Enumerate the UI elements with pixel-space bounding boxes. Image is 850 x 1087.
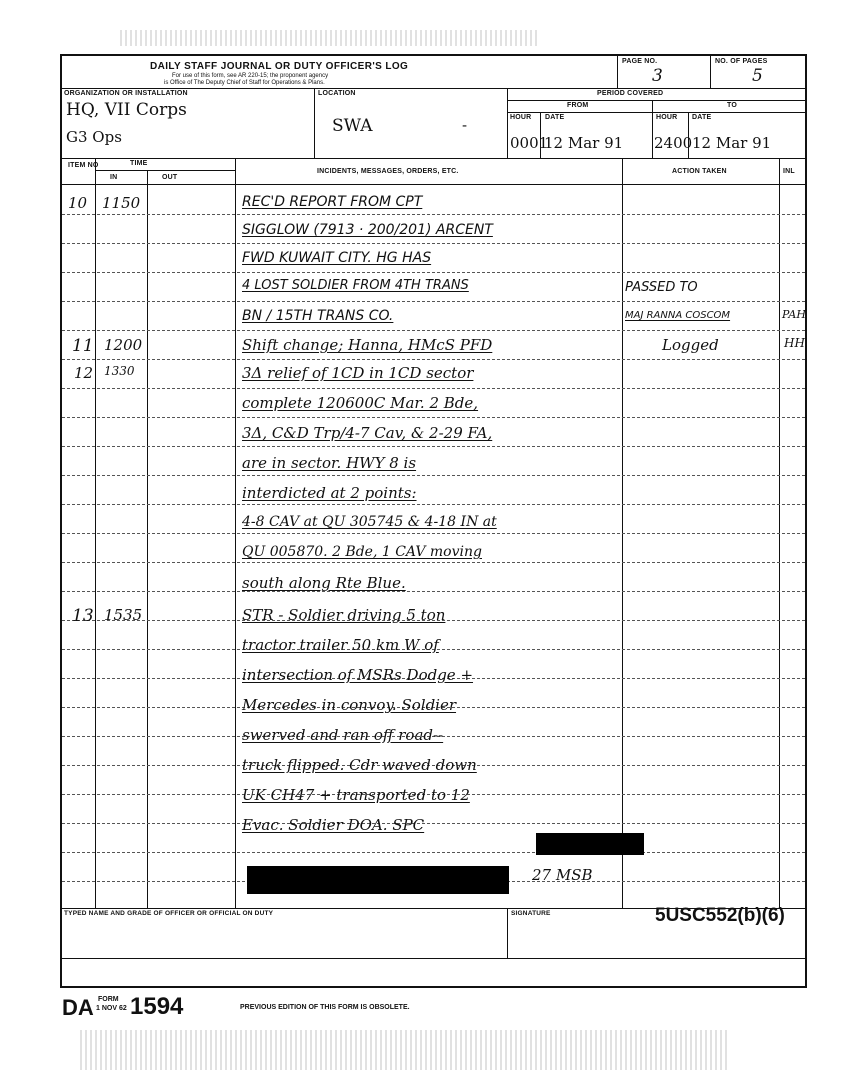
ruled-line — [62, 359, 805, 360]
page-no-label: PAGE NO. — [622, 58, 658, 65]
entry-13-line-4: Mercedes in convoy. Soldier — [242, 696, 457, 714]
page-no-value: 3 — [652, 66, 663, 86]
to-label: TO — [727, 102, 737, 109]
form-word: FORM — [98, 996, 119, 1003]
ruled-line — [62, 446, 805, 447]
entry-12-time-in: 1330 — [104, 364, 135, 378]
org-label: ORGANIZATION OR INSTALLATION — [64, 90, 188, 97]
entry-13-line-1: STR - Soldier driving 5 ton — [242, 606, 446, 624]
entry-12-line-1: 3Δ relief of 1CD in 1CD sector — [242, 364, 474, 382]
redaction-block-1 — [536, 833, 644, 855]
redaction-stamp: 5USC552(b)(6) — [655, 905, 785, 926]
col-incidents: INCIDENTS, MESSAGES, ORDERS, ETC. — [317, 168, 459, 175]
redaction-block-2 — [247, 866, 509, 894]
scan-noise-bottom — [80, 1030, 730, 1070]
typed-name-label: TYPED NAME AND GRADE OF OFFICER OR OFFICIAL ON DUTY — [64, 910, 274, 917]
ruled-line — [62, 591, 805, 592]
entry-10-line-4: 4 LOST SOLDIER FROM 4TH TRANS — [242, 278, 469, 293]
ruled-line — [62, 504, 805, 505]
entry-13-line-2: tractor trailer 50 km W of — [242, 636, 439, 654]
ruled-line — [62, 214, 805, 215]
col-item-no: ITEM NO — [68, 162, 99, 169]
obsolete-note: PREVIOUS EDITION OF THIS FORM IS OBSOLETE. — [240, 1004, 410, 1011]
to-date-value: 12 Mar 91 — [692, 134, 772, 152]
no-of-pages-label: NO. OF PAGES — [715, 58, 768, 65]
ruled-line — [62, 243, 805, 244]
entry-10-line-1: REC'D REPORT FROM CPT — [242, 194, 423, 210]
form-date: 1 NOV 62 — [96, 1005, 127, 1012]
org-line-2: G3 Ops — [66, 128, 122, 146]
entry-12-line-3: 3Δ, C&D Trp/4-7 Cav, & 2-29 FA, — [242, 424, 493, 442]
scan-noise-top — [120, 30, 540, 46]
entry-12-item: 12 — [74, 364, 94, 382]
entry-10-action-1: PASSED TO — [625, 280, 698, 295]
entry-12-line-4: are in sector. HWY 8 is — [242, 454, 417, 472]
form-subtitle-1: For use of this form, see AR 220-15; the proponent agency — [172, 73, 329, 79]
form-number: 1594 — [130, 993, 184, 1020]
ruled-line — [62, 301, 805, 302]
col-in: IN — [110, 174, 118, 181]
entry-12-line-7: QU 005870. 2 Bde, 1 CAV moving — [242, 544, 482, 560]
entry-10-line-5: BN / 15TH TRANS CO. — [242, 308, 394, 324]
to-hour-label: HOUR — [656, 114, 678, 121]
signature-label: SIGNATURE — [511, 910, 551, 917]
entry-11-initials: HH — [784, 336, 805, 350]
entry-12-line-8: south along Rte Blue. — [242, 574, 406, 592]
entry-11-line-1: Shift change; Hanna, HMcS PFD — [242, 336, 493, 354]
entry-10-line-3: FWD KUWAIT CITY. HG HAS — [242, 250, 432, 266]
form-subtitle-2: is Office of The Deputy Chief of Staff for Operations & Plans. — [164, 80, 325, 86]
form-id: DA — [62, 995, 94, 1020]
entry-13-time-in: 1535 — [104, 606, 143, 624]
col-inl: INL — [783, 168, 795, 175]
ruled-line — [62, 388, 805, 389]
entry-12-line-2: complete 120600C Mar. 2 Bde, — [242, 394, 479, 412]
entry-12-line-6: 4-8 CAV at QU 305745 & 4-18 IN at — [242, 514, 497, 530]
entry-10-action-2: MAJ RANNA COSCOM — [625, 310, 731, 321]
from-hour-label: HOUR — [510, 114, 532, 121]
entry-10-initials: PAH — [782, 308, 806, 321]
entry-13-line-8: Evac. Soldier DOA. SPC — [242, 816, 425, 834]
org-line-1: HQ, VII Corps — [66, 100, 187, 120]
from-date-value: 12 Mar 91 — [544, 134, 624, 152]
ruled-line — [62, 533, 805, 534]
entry-13-item: 13 — [72, 606, 94, 626]
col-action: ACTION TAKEN — [672, 168, 727, 175]
col-out: OUT — [162, 174, 178, 181]
location-value: SWA — [332, 116, 373, 136]
entry-13-line-7: UK CH47 + transported to 12 — [242, 786, 470, 804]
to-date-label: DATE — [692, 114, 712, 121]
entry-13-line-5: swerved and ran off road-- — [242, 726, 444, 744]
ruled-line — [62, 562, 805, 563]
entry-10-item: 10 — [68, 194, 88, 212]
period-label: PERIOD COVERED — [597, 90, 664, 97]
to-hour-value: 2400 — [654, 134, 693, 152]
from-label: FROM — [567, 102, 589, 109]
ruled-line — [62, 823, 805, 824]
ruled-line — [62, 475, 805, 476]
signature-line-text: 27 MSB — [532, 866, 593, 884]
form-title: DAILY STAFF JOURNAL OR DUTY OFFICER'S LOG — [150, 61, 409, 72]
entry-11-time-in: 1200 — [104, 336, 143, 354]
col-time: TIME — [130, 160, 148, 167]
ruled-line — [62, 852, 805, 853]
entry-13-line-6: truck flipped. Cdr waved down — [242, 756, 477, 774]
location-label: LOCATION — [318, 90, 356, 97]
entry-12-line-5: interdicted at 2 points: — [242, 484, 417, 502]
entry-11-action-1: Logged — [662, 336, 719, 354]
journal-form: DAILY STAFF JOURNAL OR DUTY OFFICER'S LOG For use of this form, see AR 220-15; the proponent agency is Office of The Deputy Chief of Staff for Operations & Plans. PAGE NO. 3 NO. OF PAGES 5 ORGANIZATION OR INSTALLATION HQ, VII Corps G3 Ops LOCATION SWA - PERIOD COVERED FROM TO HOUR DATE HOUR DATE 0001 12 Mar 91 2400 12 Mar 91 ITEM NO TIME IN OUT INCIDENTS, MESSAGES, ORDERS, ETC. ACTION TAKEN INL 10 1150 REC'D REPORT FROM CPT SIGGLOW (7913 · 200/201) ARCENT FWD KUWAIT CITY. HG HAS 4 LOST SOLDIER FROM 4TH TRANS BN / 15TH TRANS CO. PASSED TO MAJ RANNA COSCOM PAH 11 1200 Shift change; Hanna, HMcS PFD Logged HH 12 1330 3Δ relief of 1CD in 1CD sector complete 120600C Mar. 2 Bde, 3Δ, C&D Trp/4-7 Cav, & 2-29 FA, are in sector. HWY 8 is interdicted at 2 points: 4-8 CAV at QU 305745 & 4-18 IN at QU 005870. 2 Bde, 1 CAV moving south along Rte Blue. 13 1535 STR - Soldier driving 5 ton tractor trailer 50 km W of intersection of MSRs Dodge + Mercedes in convoy. Soldier swerved and ran off road-- truck flipped. Cdr waved down UK CH47 + transported to 12 Evac. Soldier DOA. SPC 27 MSB TYPED NAME AND GRADE OF OFFICER OR OFFICIAL ON DUTY SIGNATURE — [60, 54, 807, 988]
ruled-line — [62, 417, 805, 418]
from-date-label: DATE — [545, 114, 565, 121]
ruled-line — [62, 330, 805, 331]
entry-13-line-3: intersection of MSRs Dodge + — [242, 666, 474, 684]
ruled-line — [62, 272, 805, 273]
entry-10-time-in: 1150 — [102, 194, 141, 212]
entry-11-item: 11 — [72, 336, 94, 356]
entry-10-line-2: SIGGLOW (7913 · 200/201) ARCENT — [242, 222, 493, 238]
from-hour-value: 0001 — [510, 134, 549, 152]
no-of-pages-value: 5 — [752, 66, 763, 86]
